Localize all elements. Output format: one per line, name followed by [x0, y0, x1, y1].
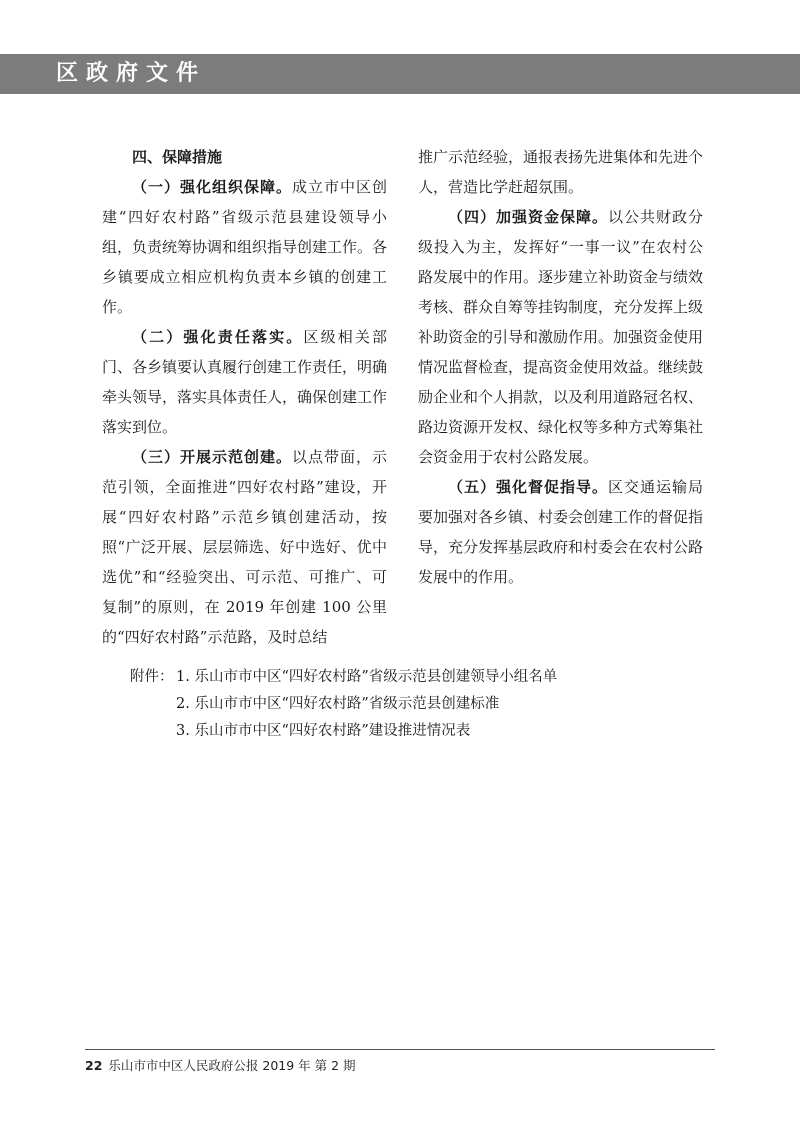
paragraph-responsibility	[102, 322, 387, 442]
paragraph-continuation: 推广示范经验，通报表扬先进集体和先进个人，营造比学赶超氛围。	[418, 148, 704, 196]
paragraph-lead: （三）开展示范创建。	[132, 448, 292, 466]
right-column	[418, 142, 703, 592]
paragraph-supervision	[418, 472, 703, 592]
paragraph-text: 区交通运输局要加强对各乡镇、村委会创建工作的督促指导，充分发挥基层政府和村委会在农村公路发展中的作用。	[418, 478, 704, 586]
header-banner	[0, 54, 800, 94]
section-heading: 四、保障措施	[132, 148, 223, 166]
attachment-item	[130, 718, 690, 745]
paragraph-lead: （五）强化督促指导。	[448, 478, 608, 496]
header-title: 区政府文件	[56, 61, 207, 86]
attachments-label: 附件：	[130, 669, 174, 685]
paragraph-lead: （二）强化责任落实。	[132, 328, 304, 346]
left-column	[102, 142, 387, 652]
paragraph-text: 以公共财政分级投入为主，发挥好“一事一议”在农村公路发展中的作用。逐步建立补助资金与绩效考核、群众自筹等挂钩制度，充分发挥上级补助资金的引导和激励作用。加强资金使用情况监督检查，提高资金使用效益。继续鼓励企业和个人捐款，以及利用道路冠名权、路边资源开发权、绿化权等多种方式筹集社会资金用于农村公路发展。	[418, 208, 704, 466]
attachment-text: 1. 乐山市市中区“四好农村路”省级示范县创建领导小组名单	[176, 669, 558, 685]
attachment-text: 3. 乐山市市中区“四好农村路”建设推进情况表	[176, 723, 471, 739]
paragraph-demonstration	[102, 442, 387, 652]
page-number: 22	[85, 1058, 103, 1073]
attachments-list	[130, 664, 690, 745]
paragraph-text: 以点带面，示范引领，全面推进“四好农村路”建设，开展“四好农村路”示范乡镇创建活动，按照“广泛开展、层层筛选、好中选好、优中选优”和“经验突出、可示范、可推广、可复制”的原则，在 2019 年创建 100 公里的“四好农村路”示范路，及时总结	[102, 448, 387, 646]
attachment-item	[130, 664, 690, 691]
paragraph-organization	[102, 172, 387, 322]
paragraph-text: 成立市中区创建“四好农村路”省级示范县建设领导小组，负责统筹协调和组织指导创建工作。各乡镇要成立相应机构负责本乡镇的创建工作。	[102, 178, 388, 316]
paragraph-lead: （一）强化组织保障。	[132, 178, 292, 196]
paragraph-text: 区级相关部门、各乡镇要认真履行创建工作责任，明确牵头领导，落实具体责任人，确保创建工作落实到位。	[102, 328, 388, 436]
page-footer	[85, 1057, 715, 1075]
footer-publication: 乐山市市中区人民政府公报 2019 年 第 2 期	[108, 1058, 356, 1073]
paragraph-lead: （四）加强资金保障。	[448, 208, 608, 226]
attachment-item	[130, 691, 690, 718]
attachment-text: 2. 乐山市市中区“四好农村路”省级示范县创建标准	[176, 696, 500, 712]
paragraph-funding	[418, 202, 703, 472]
footer-divider	[85, 1049, 715, 1050]
